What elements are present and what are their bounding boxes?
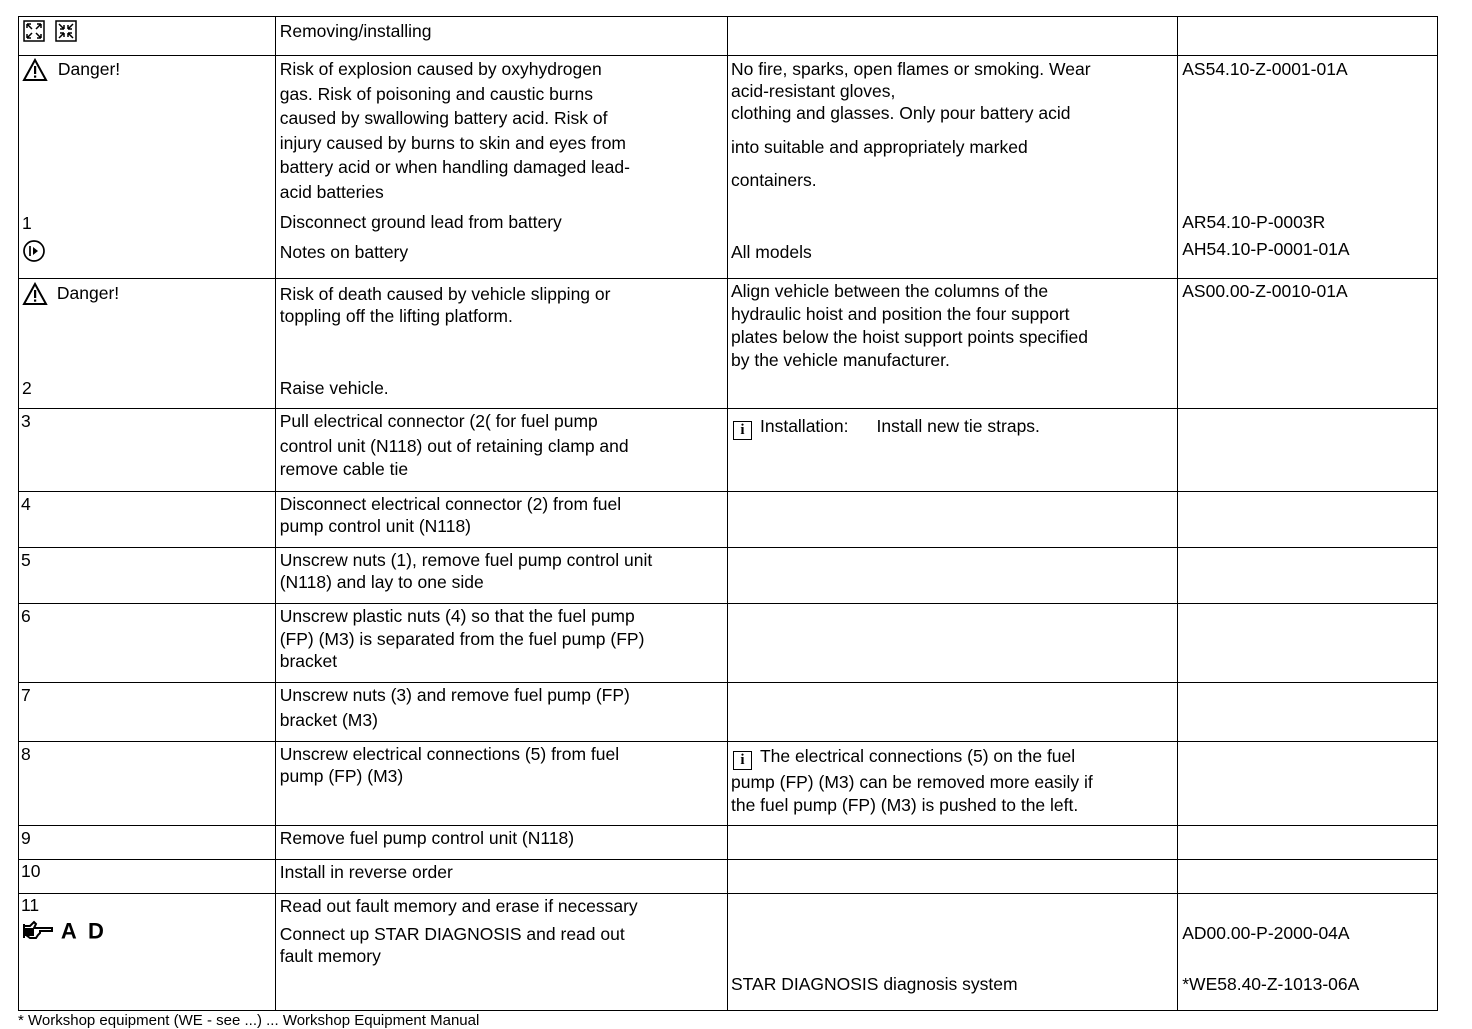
expand-icon [23,20,77,44]
table-row [19,17,1438,56]
danger-description-line: Risk of death caused by vehicle slipping or [279,284,611,304]
document-reference-link[interactable]: AS54.10-Z-0001-01A [1182,59,1348,79]
table-row [19,826,1438,860]
step-number: 3 [21,411,31,431]
step-number: 6 [21,606,31,626]
safety-instruction-line: plates below the hoist support points specified [730,327,1089,347]
step-number: 10 [21,861,41,881]
safety-instruction-line: clothing and glasses. Only pour battery acid [730,103,1071,123]
step-text-line: Disconnect electrical connector (2) from fuel [279,494,622,514]
safety-instruction-line: Align vehicle between the columns of the [730,281,1049,301]
table-row [19,548,1438,604]
notes-reference-icon [22,239,46,263]
removing-installing-icons [23,20,77,49]
danger-label: Danger! [56,283,120,303]
note-text: Install new tie straps. [876,416,1040,436]
table-row [19,279,1438,409]
step-text-line: Pull electrical connector (2( for fuel pump [279,411,598,431]
notes-text: Notes on battery [279,242,409,262]
step-text: Disconnect ground lead from battery [279,212,562,232]
diagnosis-marker [22,919,107,942]
footer-note: * Workshop equipment (WE - see ...) ... Workshop Equipment Manual [18,1012,480,1029]
step-number: 9 [21,828,31,848]
safety-instruction-line: acid-resistant gloves, [730,81,896,101]
step-number: 4 [21,494,31,514]
warning-triangle-icon [22,58,48,82]
step-text-line: Connect up STAR DIAGNOSIS and read out [279,924,625,944]
step-number: 11 [21,895,40,915]
section-heading: Removing/installing [279,21,432,41]
info-icon: i [733,751,752,770]
step-number: 1 [22,213,32,233]
step-text-line: remove cable tie [279,459,409,479]
danger-warning [22,58,120,82]
step-text: Raise vehicle. [279,378,389,398]
step-number: 5 [21,550,31,570]
step-number: 7 [21,685,31,705]
table-row [19,56,1438,279]
safety-instruction-line: hydraulic hoist and position the four support [730,304,1070,324]
step-text-line: control unit (N118) out of retaining clamp and [279,436,629,456]
safety-instruction-line: by the vehicle manufacturer. [730,350,950,370]
step-text-line: bracket [279,651,338,671]
info-icon: i [733,421,752,440]
table-row [19,742,1438,826]
table-row [19,492,1438,548]
step-text-line: (N118) and lay to one side [279,572,484,592]
safety-instruction-line: into suitable and appropriately marked [730,137,1028,157]
info-note-line: pump (FP) (M3) can be removed more easily if [730,772,1093,792]
table-row [19,894,1438,1011]
pointing-hand-icon [22,920,56,942]
table-row [19,860,1438,894]
step-text-line: Unscrew electrical connections (5) from fuel [279,744,620,764]
installation-note [733,415,1040,440]
step-text-line: (FP) (M3) is separated from the fuel pump (FP) [279,629,645,649]
step-text-line: Unscrew nuts (3) and remove fuel pump (FP) [279,685,630,705]
info-note-line: the fuel pump (FP) (M3) is pushed to the left. [730,795,1079,815]
models-text: All models [730,242,812,262]
document-reference-link[interactable]: AH54.10-P-0001-01A [1182,239,1350,259]
diagnosis-system-text: STAR DIAGNOSIS diagnosis system [730,974,1018,994]
procedure-table [18,16,1438,1011]
table-row [19,409,1438,492]
info-note-first-line: i The electrical connections (5) on the fuel [733,745,1075,770]
safety-instruction-line: No fire, sparks, open flames or smoking. Wear [730,59,1091,79]
step-text-line: Remove fuel pump control unit (N118) [279,828,575,848]
note-label: Installation: [759,416,849,436]
step-number: 2 [22,378,32,398]
step-text-line: Unscrew plastic nuts (4) so that the fuel pump [279,606,635,626]
step-text-line: Read out fault memory and erase if necessary [279,896,638,916]
danger-description-line: toppling off the lifting platform. [279,306,513,326]
ad-label: A D [60,918,107,944]
step-text-line: pump (FP) (M3) [279,766,404,786]
step-text-line: bracket (M3) [279,710,378,730]
document-reference-link[interactable]: AD00.00-P-2000-04A [1182,923,1350,943]
safety-instruction-line: containers. [730,170,817,190]
warning-triangle-icon [22,282,48,306]
document-reference-link[interactable]: AR54.10-P-0003R [1182,212,1326,232]
step-text-line: pump control unit (N118) [279,516,472,536]
step-number: 8 [21,744,31,764]
danger-warning [22,282,119,306]
document-reference-link[interactable]: AS00.00-Z-0010-01A [1182,281,1348,301]
step-text-line: fault memory [279,946,381,966]
document-reference-link[interactable]: *WE58.40-Z-1013-06A [1182,974,1360,994]
notes-icon-wrap [22,239,46,268]
danger-label: Danger! [57,59,121,79]
step-text-line: Install in reverse order [279,862,453,882]
table-row [19,683,1438,742]
table-row [19,604,1438,683]
danger-description: Risk of explosion caused by oxyhydrogen gas. Risk of poisoning and caustic burns caused by swallowing battery acid. Risk of injury caused by burns to skin and eyes from battery acid or when handling damaged lead- acid batteries [279,59,630,202]
step-text-line: Unscrew nuts (1), remove fuel pump control unit [279,550,653,570]
